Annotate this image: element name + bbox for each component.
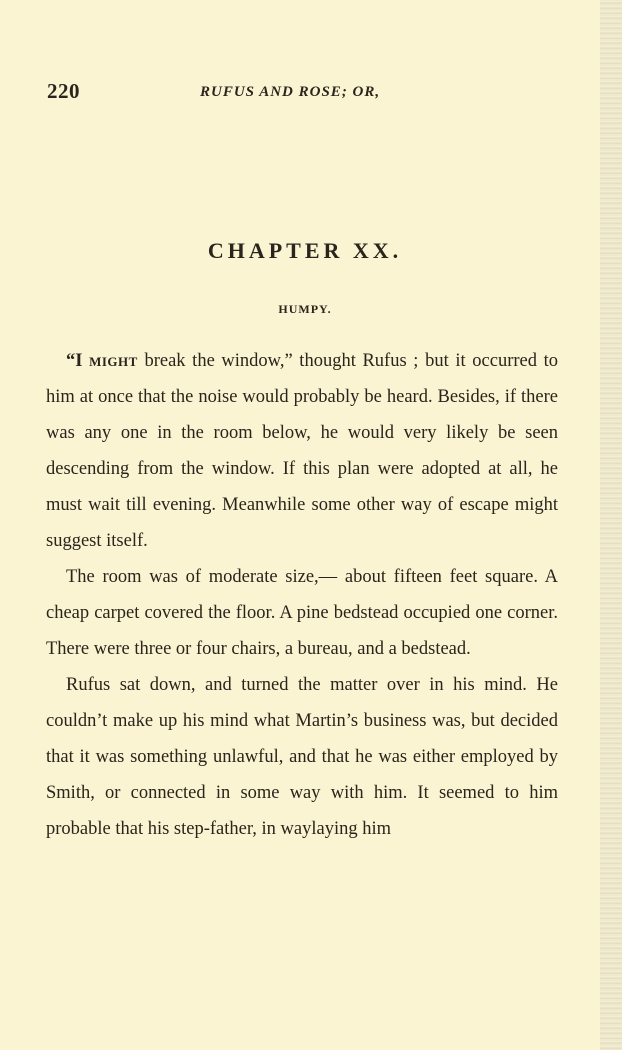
chapter-title: CHAPTER XX. — [207, 238, 403, 263]
page-number: 220 — [47, 79, 80, 103]
paragraph-1-text: break the window,” thought Rufus ; but it occurred to him at once that the noise would probably be heard. Besides, if there was any one in the room below, he would very likely be seen descending from the window. If this plan were adopted at all, he must wait till evening. Meanwhile some other way of escape might suggest itself. — [46, 351, 559, 551]
paragraph-1 — [46, 343, 558, 559]
paragraph-3-text: Rufus sat down, and turned the matter over in his mind. He couldn’t make up his mind what Martin’s business was, but decided that it was something unlawful, and that he was either employed by Smith, or connected in some way with him. It seemed to him probable that his step-father, in waylaying him — [46, 675, 558, 839]
running-head: RUFUS AND ROSE; OR, — [200, 84, 381, 100]
opening-word: I — [75, 351, 90, 371]
paragraph-2 — [46, 559, 558, 667]
opening-quote: “ — [66, 351, 76, 371]
paragraph-2-text: The room was of moderate size,— about fifteen feet square. A cheap carpet covered the floor. A pine bedstead occupied one corner. There were three or four chairs, a bureau, and a bedstead. — [46, 567, 558, 659]
chapter-body — [46, 343, 558, 847]
paragraph-3 — [46, 667, 558, 847]
opening-small-caps: might — [89, 351, 138, 371]
page-edge — [600, 0, 622, 1050]
chapter-subtitle: HUMPY. — [278, 302, 332, 316]
